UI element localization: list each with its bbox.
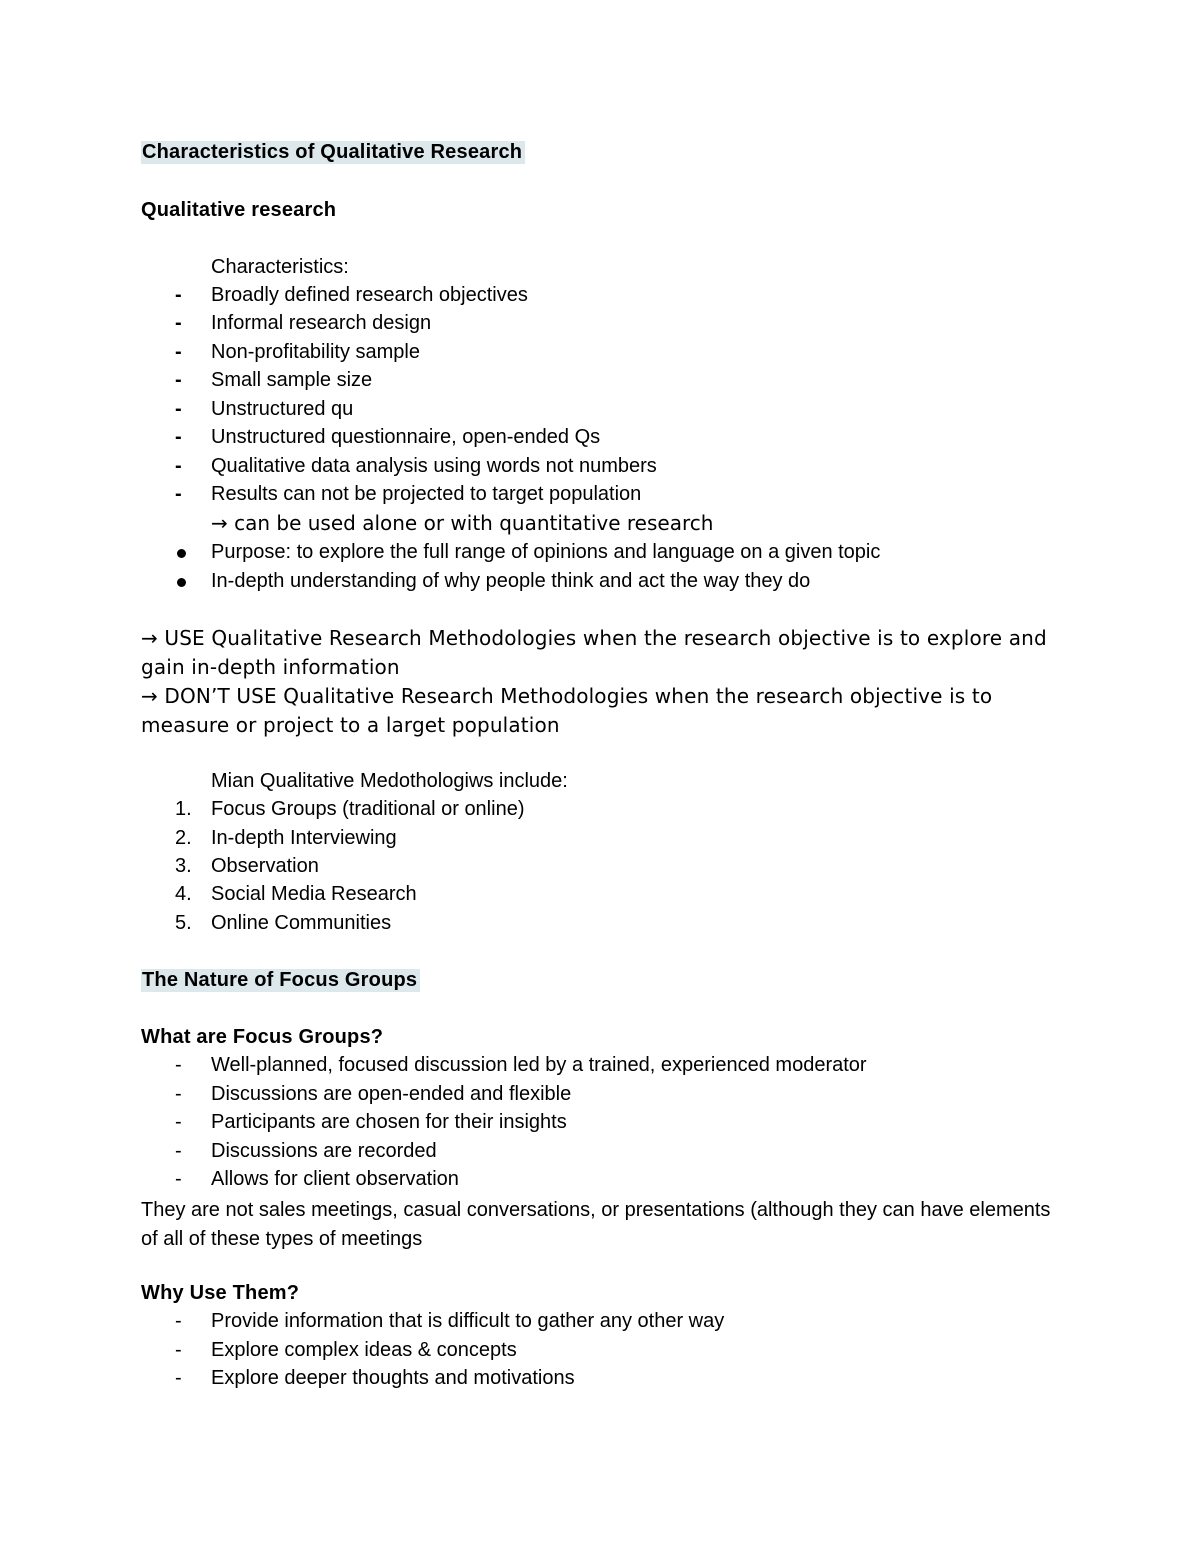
list-item: Discussions are recorded [211,1140,437,1162]
list-item: Well-planned, focused discussion led by a trained, experienced moderator [211,1054,867,1076]
use-note: → USE Qualitative Research Methodologies when the research objective is to explore and gain in-depth information [141,626,1047,679]
list-item: Participants are chosen for their insights [211,1111,567,1133]
list-dash: - [175,1168,182,1190]
list-item: Provide information that is difficult to gather any other way [211,1310,725,1332]
list-dash: - [175,1054,182,1076]
list-dash: - [175,426,182,448]
list-item: Explore complex ideas & concepts [211,1339,517,1361]
list-item: Discussions are open-ended and flexible [211,1083,572,1105]
list-number: 2. [175,827,192,849]
list-dash: - [175,1111,182,1133]
list-item: Unstructured qu [211,398,354,420]
list-item: Non-profitability sample [211,341,420,363]
section-heading-characteristics: Characteristics of Qualitative Research [141,141,525,164]
list-item: Broadly defined research objectives [211,284,528,306]
list-number: 3. [175,855,192,877]
list-item: Small sample size [211,369,373,391]
focus-groups-note: They are not sales meetings, casual conversations, or presentations (although they can have elements of all of these types of meetings [141,1199,1051,1250]
arrow-note: → can be used alone or with quantitative research [211,511,714,535]
list-dash: - [175,1310,182,1332]
bullet-icon [177,549,186,558]
list-item: Results can not be projected to target population [211,483,642,505]
subheading-what-are-focus-groups: What are Focus Groups? [141,1026,384,1048]
characteristics-label: Characteristics: [211,256,349,278]
list-item: In-depth Interviewing [211,827,397,849]
list-item: Observation [211,855,319,877]
list-dash: - [175,483,182,505]
list-dash: - [175,1367,182,1389]
subheading-why-use-them: Why Use Them? [141,1282,300,1304]
list-dash: - [175,312,182,334]
list-item: Purpose: to explore the full range of opinions and language on a given topic [211,541,881,563]
list-dash: - [175,1339,182,1361]
list-item: In-depth understanding of why people think and act the way they do [211,570,811,592]
list-number: 1. [175,798,192,820]
list-dash: - [175,369,182,391]
list-dash: - [175,1083,182,1105]
list-dash: - [175,341,182,363]
list-item: Explore deeper thoughts and motivations [211,1367,575,1389]
list-item: Informal research design [211,312,432,334]
list-item: Unstructured questionnaire, open-ended Qs [211,426,601,448]
list-number: 5. [175,912,192,934]
list-dash: - [175,1140,182,1162]
list-dash: - [175,284,182,306]
section-heading-focus-groups: The Nature of Focus Groups [141,969,420,992]
list-dash: - [175,398,182,420]
dont-use-note: → DON’T USE Qualitative Research Methodologies when the research objective is to measure or project to a larget population [141,684,993,737]
bullet-icon [177,578,186,587]
methods-label: Mian Qualitative Medothologiws include: [211,770,568,792]
list-item: Social Media Research [211,883,417,905]
list-number: 4. [175,883,192,905]
list-item: Allows for client observation [211,1168,459,1190]
list-item: Qualitative data analysis using words not numbers [211,455,657,477]
list-dash: - [175,455,182,477]
list-item: Online Communities [211,912,392,934]
subheading-qualitative-research: Qualitative research [141,199,337,221]
list-item: Focus Groups (traditional or online) [211,798,525,820]
